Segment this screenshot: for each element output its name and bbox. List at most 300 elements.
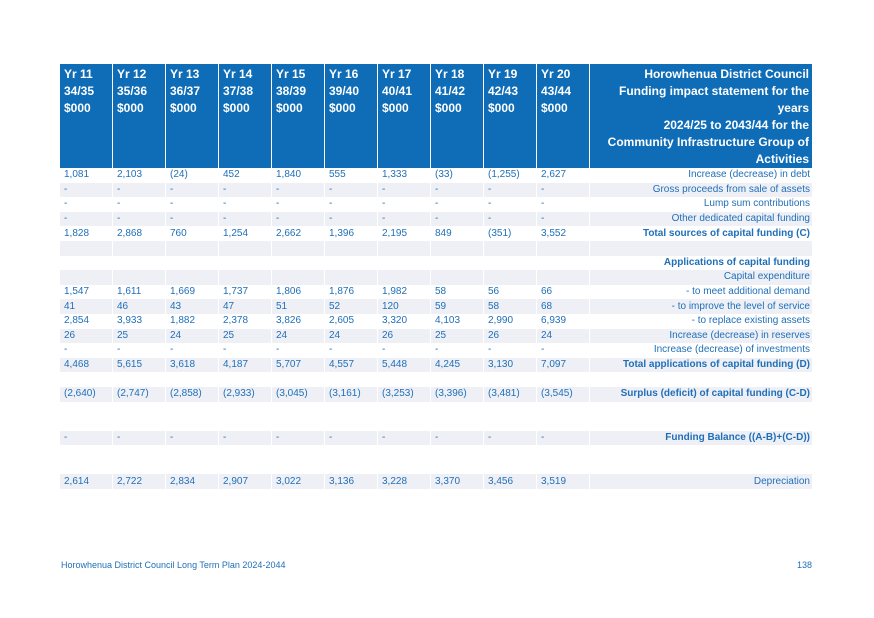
value-cell: 3,228 xyxy=(378,474,430,489)
year-header-unit: $000 xyxy=(541,101,568,115)
value-cell xyxy=(113,241,165,256)
value-cell xyxy=(484,256,536,271)
value-cell: 1,254 xyxy=(223,227,249,239)
value-cell: (3,045) xyxy=(272,387,324,402)
value-cell: 2,662 xyxy=(276,227,302,239)
value-cell: - xyxy=(276,198,280,210)
value-cell: - xyxy=(378,431,430,446)
value-cell xyxy=(537,445,589,460)
value-cell xyxy=(431,256,483,271)
value-cell xyxy=(325,445,377,460)
value-cell xyxy=(431,372,483,387)
row-label: Depreciation xyxy=(590,474,812,489)
value-cell: - xyxy=(484,431,536,446)
year-column-header xyxy=(166,64,218,168)
value-cell xyxy=(166,256,218,271)
value-cell: - xyxy=(170,198,174,210)
year-header-label: Yr 20 xyxy=(541,67,571,81)
value-cell: - xyxy=(64,344,68,356)
value-cell xyxy=(325,402,377,417)
value-cell xyxy=(166,241,218,256)
value-cell: 2,614 xyxy=(60,474,112,489)
value-cell: 2,990 xyxy=(488,315,514,327)
value-cell: 2,103 xyxy=(117,169,143,181)
value-cell: - xyxy=(488,344,492,356)
value-cell: 2,868 xyxy=(117,227,143,239)
value-cell: - xyxy=(431,212,483,227)
value-cell xyxy=(325,256,377,271)
year-header-period: 41/42 xyxy=(435,84,466,98)
value-cell: - xyxy=(537,431,589,446)
value-cell xyxy=(378,241,430,256)
value-cell xyxy=(219,445,271,460)
statement-title-line: Activities xyxy=(755,152,809,166)
row-label: Increase (decrease) in debt xyxy=(688,169,810,181)
value-cell xyxy=(431,416,483,431)
row-label: Surplus (deficit) of capital funding (C-D) xyxy=(590,387,812,402)
year-column-header xyxy=(537,64,589,168)
value-cell: - xyxy=(431,431,483,446)
value-cell: (3,481) xyxy=(484,387,536,402)
value-cell xyxy=(60,445,112,460)
row-label: Increase (decrease) in reserves xyxy=(590,329,812,344)
value-cell: 4,468 xyxy=(60,358,112,373)
row-label: Increase (decrease) of investments xyxy=(653,344,810,356)
value-cell xyxy=(219,241,271,256)
value-cell xyxy=(219,372,271,387)
table-row xyxy=(60,285,812,300)
value-cell xyxy=(272,402,324,417)
value-cell xyxy=(272,256,324,271)
value-cell: 1,882 xyxy=(170,315,196,327)
row-label: Gross proceeds from sale of assets xyxy=(590,183,812,198)
table-row xyxy=(60,358,812,373)
value-cell xyxy=(537,270,589,285)
value-cell: - xyxy=(223,344,227,356)
table-row xyxy=(60,329,812,344)
value-cell xyxy=(537,241,589,256)
table-row xyxy=(60,343,812,358)
table-row xyxy=(60,226,812,241)
value-cell xyxy=(484,416,536,431)
value-cell xyxy=(60,241,112,256)
value-cell: - xyxy=(272,431,324,446)
year-column-header xyxy=(60,64,112,168)
value-cell: - xyxy=(113,212,165,227)
value-cell: - xyxy=(113,183,165,198)
year-header-period: 42/43 xyxy=(488,84,519,98)
value-cell: 2,627 xyxy=(541,169,567,181)
year-header-label: Yr 19 xyxy=(488,67,518,81)
value-cell: 2,854 xyxy=(64,315,90,327)
value-cell: 68 xyxy=(537,299,589,314)
statement-title-line: Funding impact statement for the years xyxy=(618,84,809,115)
table-row xyxy=(60,197,812,212)
value-cell xyxy=(431,270,483,285)
table-body xyxy=(60,168,812,489)
value-cell xyxy=(113,402,165,417)
year-column-header xyxy=(113,64,165,168)
value-cell: 1,828 xyxy=(64,227,90,239)
value-cell: 1,333 xyxy=(382,169,408,181)
value-cell: (2,933) xyxy=(219,387,271,402)
value-cell: 3,552 xyxy=(541,227,567,239)
value-cell: 760 xyxy=(170,227,187,239)
value-cell xyxy=(484,270,536,285)
value-cell xyxy=(60,416,112,431)
row-label: Capital expenditure xyxy=(590,270,812,285)
value-cell xyxy=(378,445,430,460)
value-cell xyxy=(378,372,430,387)
year-header-unit: $000 xyxy=(64,101,91,115)
year-header-period: 36/37 xyxy=(170,84,201,98)
year-header-period: 39/40 xyxy=(329,84,360,98)
year-header-period: 35/36 xyxy=(117,84,148,98)
table-row xyxy=(60,402,812,417)
value-cell: - xyxy=(435,198,439,210)
value-cell: (3,545) xyxy=(537,387,589,402)
value-cell xyxy=(113,416,165,431)
table-row xyxy=(60,270,812,285)
value-cell xyxy=(219,402,271,417)
table-row xyxy=(60,299,812,314)
year-header-label: Yr 15 xyxy=(276,67,306,81)
value-cell: - xyxy=(431,183,483,198)
value-cell: 2,378 xyxy=(223,315,249,327)
value-cell xyxy=(325,270,377,285)
value-cell: - xyxy=(329,198,333,210)
year-column-header xyxy=(484,64,536,168)
value-cell: - xyxy=(170,344,174,356)
year-header-unit: $000 xyxy=(382,101,409,115)
value-cell: (2,640) xyxy=(60,387,112,402)
value-cell: 24 xyxy=(325,329,377,344)
value-cell xyxy=(537,460,589,475)
value-cell xyxy=(484,445,536,460)
value-cell xyxy=(113,460,165,475)
value-cell xyxy=(60,270,112,285)
year-header-label: Yr 11 xyxy=(64,67,93,81)
value-cell xyxy=(166,372,218,387)
value-cell: - xyxy=(329,344,333,356)
value-cell: (3,253) xyxy=(378,387,430,402)
value-cell: (1,255) xyxy=(488,169,520,181)
row-label xyxy=(590,445,812,460)
value-cell: - xyxy=(272,183,324,198)
value-cell: 25 xyxy=(219,329,271,344)
row-label xyxy=(590,460,812,475)
value-cell xyxy=(378,416,430,431)
value-cell xyxy=(537,416,589,431)
value-cell xyxy=(60,402,112,417)
value-cell: - xyxy=(537,212,589,227)
table-row xyxy=(60,460,812,475)
value-cell: 4,557 xyxy=(325,358,377,373)
value-cell: - xyxy=(378,212,430,227)
year-header-period: 43/44 xyxy=(541,84,572,98)
value-cell xyxy=(113,445,165,460)
year-header-period: 34/35 xyxy=(64,84,95,98)
value-cell: 120 xyxy=(378,299,430,314)
table-row xyxy=(60,416,812,431)
table-row xyxy=(60,387,812,402)
value-cell xyxy=(166,445,218,460)
value-cell: (2,747) xyxy=(113,387,165,402)
value-cell: (351) xyxy=(488,227,512,239)
value-cell: 24 xyxy=(537,329,589,344)
value-cell: 1,737 xyxy=(223,286,249,298)
footer-document-title: Horowhenua District Council Long Term Plan 2024-2044 xyxy=(61,560,286,570)
year-column-header xyxy=(325,64,377,168)
value-cell: 6,939 xyxy=(541,315,567,327)
value-cell: - xyxy=(325,183,377,198)
value-cell xyxy=(325,372,377,387)
value-cell: - xyxy=(64,198,68,210)
value-cell xyxy=(378,402,430,417)
value-cell: 3,136 xyxy=(325,474,377,489)
value-cell: 4,187 xyxy=(219,358,271,373)
year-column-header xyxy=(219,64,271,168)
value-cell xyxy=(219,460,271,475)
value-cell xyxy=(219,270,271,285)
value-cell xyxy=(60,460,112,475)
value-cell xyxy=(60,372,112,387)
value-cell: 1,081 xyxy=(64,169,90,181)
value-cell: 3,618 xyxy=(166,358,218,373)
table-row xyxy=(60,183,812,198)
row-label xyxy=(590,416,812,431)
value-cell: - xyxy=(435,344,439,356)
value-cell: 43 xyxy=(166,299,218,314)
year-header-period: 37/38 xyxy=(223,84,254,98)
value-cell: 26 xyxy=(484,329,536,344)
row-label: Total applications of capital funding (D) xyxy=(590,358,812,373)
value-cell xyxy=(378,256,430,271)
value-cell: 26 xyxy=(378,329,430,344)
year-header-label: Yr 13 xyxy=(170,67,200,81)
value-cell: 3,130 xyxy=(484,358,536,373)
year-header-unit: $000 xyxy=(329,101,356,115)
year-header-unit: $000 xyxy=(170,101,197,115)
value-cell: - xyxy=(484,212,536,227)
value-cell: 3,320 xyxy=(382,315,408,327)
year-column-header xyxy=(272,64,324,168)
value-cell xyxy=(272,416,324,431)
value-cell: 849 xyxy=(435,227,452,239)
value-cell: - xyxy=(537,183,589,198)
value-cell xyxy=(325,460,377,475)
page-number: 138 xyxy=(796,560,812,570)
value-cell xyxy=(166,270,218,285)
value-cell: 3,022 xyxy=(272,474,324,489)
value-cell: 58 xyxy=(435,286,447,298)
year-header-period: 38/39 xyxy=(276,84,307,98)
value-cell: - xyxy=(488,198,492,210)
value-cell: 2,195 xyxy=(382,227,408,239)
value-cell: 3,370 xyxy=(431,474,483,489)
value-cell xyxy=(484,402,536,417)
value-cell: 1,840 xyxy=(276,169,302,181)
value-cell: - xyxy=(60,183,112,198)
value-cell: - xyxy=(60,431,112,446)
value-cell: 25 xyxy=(431,329,483,344)
value-cell: - xyxy=(378,183,430,198)
value-cell xyxy=(272,460,324,475)
value-cell: 1,669 xyxy=(170,286,196,298)
value-cell: 4,245 xyxy=(431,358,483,373)
value-cell: 5,615 xyxy=(113,358,165,373)
value-cell xyxy=(537,372,589,387)
value-cell: - xyxy=(117,344,121,356)
value-cell: 41 xyxy=(60,299,112,314)
value-cell: - xyxy=(382,198,386,210)
row-label: Total sources of capital funding (C) xyxy=(642,227,810,239)
year-header-label: Yr 18 xyxy=(435,67,465,81)
year-column-header xyxy=(378,64,430,168)
year-header-unit: $000 xyxy=(117,101,144,115)
value-cell xyxy=(431,445,483,460)
row-label: - to meet additional demand xyxy=(686,286,810,298)
row-label: Other dedicated capital funding xyxy=(590,212,812,227)
value-cell xyxy=(113,372,165,387)
value-cell: 452 xyxy=(223,169,240,181)
table-row xyxy=(60,314,812,329)
statement-title xyxy=(590,64,812,168)
value-cell: (24) xyxy=(170,169,188,181)
value-cell xyxy=(60,256,112,271)
value-cell: 25 xyxy=(113,329,165,344)
value-cell: 3,519 xyxy=(537,474,589,489)
value-cell: 2,722 xyxy=(113,474,165,489)
value-cell xyxy=(378,460,430,475)
year-header-unit: $000 xyxy=(223,101,250,115)
value-cell: 2,834 xyxy=(166,474,218,489)
row-label: - to improve the level of service xyxy=(590,299,812,314)
row-label xyxy=(590,241,812,256)
value-cell: (3,161) xyxy=(325,387,377,402)
year-header-label: Yr 14 xyxy=(223,67,253,81)
value-cell: 1,396 xyxy=(329,227,355,239)
value-cell xyxy=(378,270,430,285)
row-label: Lump sum contributions xyxy=(703,198,810,210)
value-cell: 56 xyxy=(488,286,500,298)
value-cell xyxy=(166,416,218,431)
value-cell: (2,858) xyxy=(166,387,218,402)
value-cell: - xyxy=(382,344,386,356)
table-header-row xyxy=(60,64,812,168)
value-cell xyxy=(484,460,536,475)
value-cell: 26 xyxy=(60,329,112,344)
value-cell xyxy=(431,402,483,417)
value-cell: 5,707 xyxy=(272,358,324,373)
year-header-unit: $000 xyxy=(276,101,303,115)
value-cell: - xyxy=(219,183,271,198)
statement-title-line: 2024/25 to 2043/44 for the xyxy=(663,118,809,132)
value-cell xyxy=(272,445,324,460)
row-label xyxy=(590,372,812,387)
value-cell: 47 xyxy=(219,299,271,314)
value-cell xyxy=(113,270,165,285)
value-cell: 3,933 xyxy=(117,315,143,327)
value-cell: - xyxy=(117,198,121,210)
row-label xyxy=(590,402,812,417)
value-cell: - xyxy=(276,344,280,356)
value-cell xyxy=(484,241,536,256)
value-cell xyxy=(537,256,589,271)
value-cell: - xyxy=(60,212,112,227)
value-cell: 1,611 xyxy=(117,286,142,298)
table-row xyxy=(60,212,812,227)
value-cell xyxy=(166,402,218,417)
value-cell: - xyxy=(223,198,227,210)
year-header-unit: $000 xyxy=(435,101,462,115)
table-row xyxy=(60,168,812,183)
value-cell xyxy=(272,270,324,285)
value-cell: - xyxy=(219,212,271,227)
value-cell: 555 xyxy=(329,169,346,181)
value-cell: 58 xyxy=(484,299,536,314)
value-cell: - xyxy=(325,212,377,227)
value-cell: 2,605 xyxy=(329,315,355,327)
value-cell: 3,826 xyxy=(276,315,302,327)
value-cell: 1,876 xyxy=(329,286,355,298)
value-cell: - xyxy=(166,431,218,446)
year-header-period: 40/41 xyxy=(382,84,413,98)
value-cell: 1,547 xyxy=(64,286,90,298)
value-cell: - xyxy=(541,344,545,356)
value-cell xyxy=(431,241,483,256)
value-cell: 7,097 xyxy=(537,358,589,373)
value-cell: - xyxy=(325,431,377,446)
statement-title-line: Horowhenua District Council xyxy=(644,67,809,81)
value-cell xyxy=(219,416,271,431)
value-cell: - xyxy=(166,212,218,227)
table-row xyxy=(60,431,812,446)
value-cell: 24 xyxy=(166,329,218,344)
year-header-label: Yr 12 xyxy=(117,67,147,81)
value-cell: 59 xyxy=(431,299,483,314)
value-cell: - xyxy=(219,431,271,446)
value-cell: 66 xyxy=(541,286,553,298)
row-label: Funding Balance ((A-B)+(C-D)) xyxy=(590,431,812,446)
value-cell: 1,806 xyxy=(276,286,302,298)
value-cell xyxy=(272,241,324,256)
value-cell: 5,448 xyxy=(378,358,430,373)
value-cell: (33) xyxy=(435,169,453,181)
value-cell: - xyxy=(484,183,536,198)
value-cell: 46 xyxy=(113,299,165,314)
year-header-unit: $000 xyxy=(488,101,515,115)
value-cell: 2,907 xyxy=(219,474,271,489)
row-label: Applications of capital funding xyxy=(663,256,810,268)
table-row xyxy=(60,256,812,271)
value-cell: 4,103 xyxy=(435,315,461,327)
value-cell xyxy=(113,256,165,271)
row-label: - to replace existing assets xyxy=(691,315,810,327)
value-cell: (3,396) xyxy=(431,387,483,402)
value-cell: 3,456 xyxy=(484,474,536,489)
value-cell xyxy=(219,256,271,271)
value-cell xyxy=(325,241,377,256)
table-row xyxy=(60,241,812,256)
value-cell xyxy=(484,372,536,387)
value-cell: 51 xyxy=(272,299,324,314)
value-cell: 1,982 xyxy=(382,286,408,298)
table-row xyxy=(60,372,812,387)
value-cell: - xyxy=(272,212,324,227)
value-cell xyxy=(431,460,483,475)
table-row xyxy=(60,474,812,489)
